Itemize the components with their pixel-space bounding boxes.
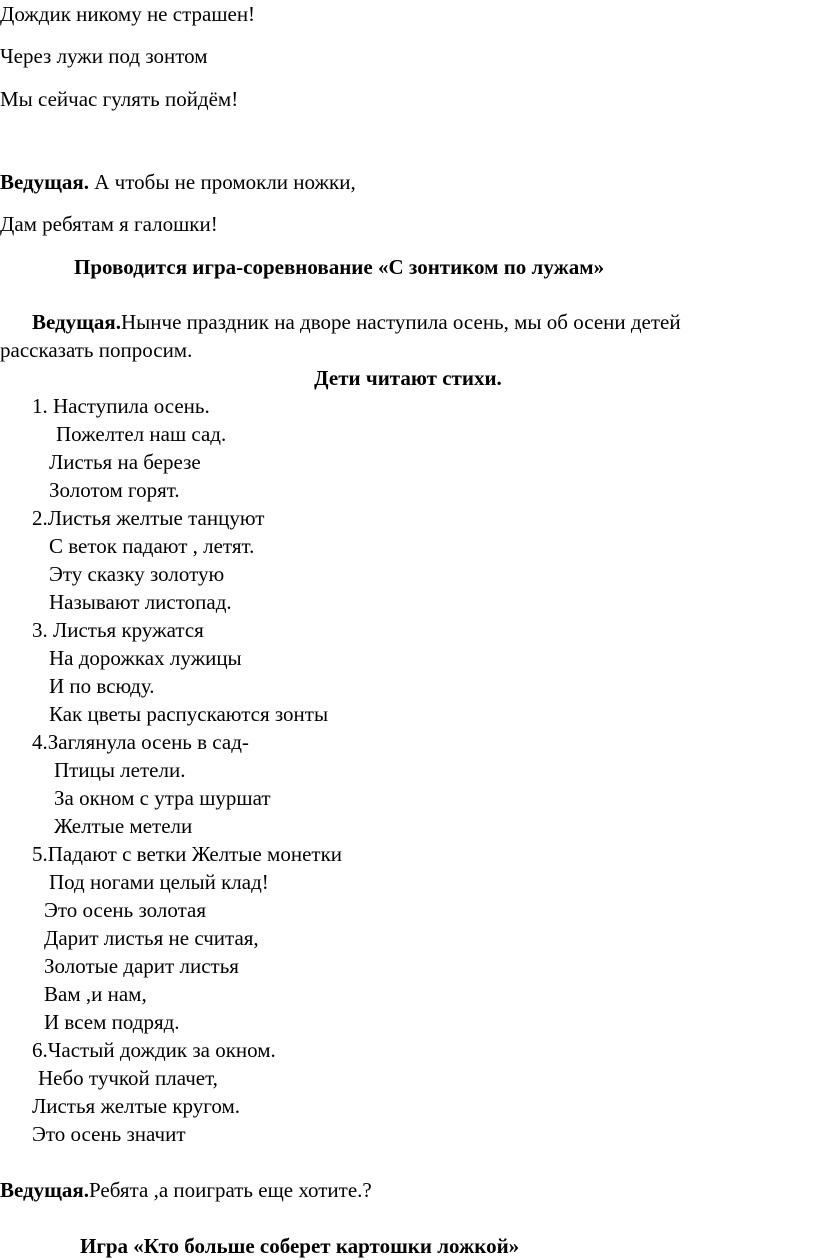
poem-line: Дарит листья не считая,: [44, 926, 259, 950]
poem-line: Это осень значит: [32, 1122, 186, 1146]
game-heading: Проводится игра-соревнование «С зонтиком по лужам»: [74, 255, 605, 279]
poem-line: Как цветы распускаются зонты: [49, 702, 329, 726]
poem-line: 5.Падают с ветки Желтые монетки: [32, 842, 343, 866]
speaker-label: Ведущая.: [0, 1178, 90, 1202]
poem-line: Под ногами целый клад!: [49, 870, 269, 894]
poem-line: С веток падают , летят.: [49, 534, 255, 558]
speaker-label: Ведущая.: [32, 310, 122, 334]
poem-line: Листья желтые кругом.: [32, 1094, 241, 1118]
poem-line: На дорожках лужицы: [49, 646, 242, 670]
intro-line: Через лужи под зонтом: [0, 44, 208, 68]
host-line: рассказать попросим.: [0, 338, 193, 362]
poems-heading: Дети читают стихи.: [314, 366, 502, 390]
poem-line: 4.Заглянула осень в сад-: [32, 730, 249, 754]
host-line: [0, 1180, 372, 1201]
intro-line: Мы сейчас гулять пойдём!: [0, 87, 239, 111]
poem-line: Листья на березе: [49, 450, 201, 474]
poem-line: Небо тучкой плачет,: [38, 1066, 218, 1090]
intro-line: Дождик никому не страшен!: [0, 2, 256, 26]
poem-line: Золотые дарит листья: [44, 954, 239, 978]
game-heading: Игра «Кто больше соберет картошки ложкой»: [80, 1234, 520, 1258]
poem-line: Вам ,и нам,: [44, 982, 147, 1006]
speaker-label: Ведущая.: [0, 170, 90, 194]
poem-line: Желтые метели: [54, 814, 193, 838]
host-line: Дам ребятам я галошки!: [0, 212, 218, 236]
host-line: [0, 172, 356, 193]
host-text: А чтобы не промокли ножки,: [89, 170, 356, 194]
poem-line: Эту сказку золотую: [49, 562, 225, 586]
poem-line: И всем подряд.: [44, 1010, 180, 1034]
poem-line: Называют листопад.: [49, 590, 232, 614]
poem-line: Птицы летели.: [54, 758, 186, 782]
poem-line: И по всюду.: [49, 674, 155, 698]
host-line: [32, 312, 681, 333]
poem-line: 2.Листья желтые танцуют: [32, 506, 265, 530]
host-text: Ребята ,а поиграть еще хотите.?: [89, 1178, 372, 1202]
poem-line: 3. Листья кружатся: [32, 618, 204, 642]
poem-line: 6.Частый дождик за окном.: [32, 1038, 276, 1062]
poem-line: Пожелтел наш сад.: [56, 422, 227, 446]
poem-line: За окном с утра шуршат: [54, 786, 271, 810]
host-text: Нынче праздник на дворе наступила осень, мы об осени детей: [121, 310, 681, 334]
poem-line: Это осень золотая: [44, 898, 207, 922]
poem-line: Золотом горят.: [49, 478, 180, 502]
poem-line: 1. Наступила осень.: [32, 394, 210, 418]
